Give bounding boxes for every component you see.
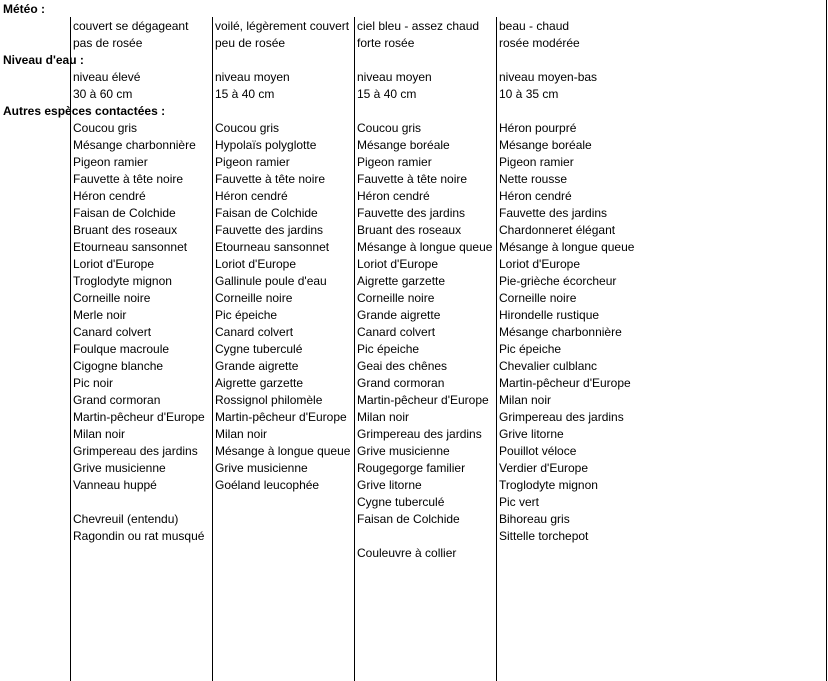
species-cell: Chevalier culblanc <box>499 359 598 373</box>
species-cell: Milan noir <box>215 427 268 441</box>
species-cell: Bihoreau gris <box>499 512 570 526</box>
species-cell: Vanneau huppé <box>73 478 157 492</box>
species-cell: Grive musicienne <box>357 444 450 458</box>
species-cell: Mésange à longue queue <box>499 240 635 254</box>
species-cell: Mésange à longue queue <box>215 444 351 458</box>
species-cell: Coucou gris <box>73 121 138 135</box>
species-cell: Martin-pêcheur d'Europe <box>73 410 205 424</box>
species-cell: Coucou gris <box>357 121 422 135</box>
species-cell: Chevreuil (entendu) <box>73 512 179 526</box>
species-cell: Mésange charbonnière <box>499 325 622 339</box>
species-cell: Canard colvert <box>215 325 294 339</box>
species-cell: Mésange charbonnière <box>73 138 196 152</box>
species-cell: Foulque macroule <box>73 342 170 356</box>
column-divider-4 <box>496 17 497 681</box>
species-cell: Héron pourpré <box>499 121 577 135</box>
meteo-section-label: Météo : <box>3 2 45 16</box>
column-divider-3 <box>354 17 355 681</box>
meteo-cell: forte rosée <box>357 36 415 50</box>
species-cell: Milan noir <box>499 393 552 407</box>
species-cell: Cygne tuberculé <box>215 342 303 356</box>
species-cell: Faisan de Colchide <box>73 206 176 220</box>
species-cell: Pigeon ramier <box>215 155 290 169</box>
species-cell: Cygne tuberculé <box>357 495 445 509</box>
water-level-cell: niveau moyen <box>215 70 290 84</box>
species-cell: Chardonneret élégant <box>499 223 616 237</box>
species-cell: Grive litorne <box>499 427 564 441</box>
meteo-cell: peu de rosée <box>215 36 286 50</box>
species-cell: Pic épeiche <box>215 308 278 322</box>
species-cell: Loriot d'Europe <box>73 257 155 271</box>
species-cell: Corneille noire <box>73 291 151 305</box>
species-cell: Grand cormoran <box>357 376 445 390</box>
water-level-cell: 10 à 35 cm <box>499 87 559 101</box>
meteo-cell: beau - chaud <box>499 19 570 33</box>
species-cell: Milan noir <box>73 427 126 441</box>
meteo-cell: couvert se dégageant <box>73 19 189 33</box>
species-cell: Pic vert <box>499 495 540 509</box>
water-level-cell: niveau moyen <box>357 70 432 84</box>
species-cell: Héron cendré <box>357 189 430 203</box>
species-cell: Pigeon ramier <box>499 155 574 169</box>
species-cell: Pie-grièche écorcheur <box>499 274 617 288</box>
species-cell: Héron cendré <box>215 189 288 203</box>
species-cell: Aigrette garzette <box>357 274 446 288</box>
species-cell: Martin-pêcheur d'Europe <box>215 410 347 424</box>
species-cell: Troglodyte mignon <box>73 274 172 288</box>
species-cell: Geai des chênes <box>357 359 448 373</box>
species-cell: Hypolaïs polyglotte <box>215 138 317 152</box>
meteo-cell: rosée modérée <box>499 36 580 50</box>
species-cell: Grande aigrette <box>215 359 299 373</box>
species-cell: Aigrette garzette <box>215 376 304 390</box>
species-cell: Fauvette à tête noire <box>215 172 326 186</box>
species-cell: Merle noir <box>73 308 127 322</box>
sheet-right-border <box>826 0 827 681</box>
species-cell: Martin-pêcheur d'Europe <box>357 393 489 407</box>
species-cell: Grive musicienne <box>73 461 166 475</box>
species-cell: Canard colvert <box>357 325 436 339</box>
water-level-cell: 15 à 40 cm <box>357 87 417 101</box>
species-cell: Verdier d'Europe <box>499 461 589 475</box>
species-cell: Fauvette des jardins <box>357 206 466 220</box>
autres-section-label: Autres espèces contactées : <box>3 104 166 118</box>
species-cell: Nette rousse <box>499 172 568 186</box>
niveau-section-label: Niveau d'eau : <box>3 53 84 67</box>
species-cell: Loriot d'Europe <box>499 257 581 271</box>
water-level-cell: 15 à 40 cm <box>215 87 275 101</box>
species-cell: Mésange boréale <box>357 138 450 152</box>
species-cell: Pic noir <box>73 376 114 390</box>
column-divider-2 <box>212 17 213 681</box>
species-cell: Martin-pêcheur d'Europe <box>499 376 631 390</box>
species-cell: Corneille noire <box>357 291 435 305</box>
species-cell: Grive musicienne <box>215 461 308 475</box>
species-cell: Hirondelle rustique <box>499 308 600 322</box>
species-cell: Coucou gris <box>215 121 280 135</box>
species-cell: Mésange boréale <box>499 138 592 152</box>
meteo-cell: ciel bleu - assez chaud <box>357 19 480 33</box>
species-cell: Bruant des roseaux <box>357 223 462 237</box>
species-cell: Pic épeiche <box>499 342 562 356</box>
species-cell: Grimpereau des jardins <box>73 444 198 458</box>
species-cell: Milan noir <box>357 410 410 424</box>
species-cell: Cigogne blanche <box>73 359 164 373</box>
species-cell: Loriot d'Europe <box>357 257 439 271</box>
species-cell: Grimpereau des jardins <box>499 410 624 424</box>
species-cell: Gallinule poule d'eau <box>215 274 327 288</box>
species-cell: Héron cendré <box>499 189 572 203</box>
species-cell: Faisan de Colchide <box>357 512 460 526</box>
water-level-cell: 30 à 60 cm <box>73 87 133 101</box>
species-cell: Fauvette des jardins <box>215 223 324 237</box>
species-cell: Pic épeiche <box>357 342 420 356</box>
species-cell: Corneille noire <box>499 291 577 305</box>
species-cell: Etourneau sansonnet <box>215 240 330 254</box>
species-cell: Grimpereau des jardins <box>357 427 482 441</box>
species-cell: Rougegorge familier <box>357 461 466 475</box>
species-cell: Pouillot véloce <box>499 444 577 458</box>
species-cell: Canard colvert <box>73 325 152 339</box>
species-cell: Fauvette à tête noire <box>73 172 184 186</box>
species-cell: Rossignol philomèle <box>215 393 323 407</box>
species-cell: Grand cormoran <box>73 393 161 407</box>
species-cell: Mésange à longue queue <box>357 240 493 254</box>
species-cell: Grande aigrette <box>357 308 441 322</box>
species-cell: Fauvette des jardins <box>499 206 608 220</box>
species-cell: Bruant des roseaux <box>73 223 178 237</box>
species-cell: Pigeon ramier <box>73 155 148 169</box>
species-cell: Héron cendré <box>73 189 146 203</box>
species-cell: Goéland leucophée <box>215 478 320 492</box>
species-cell: Troglodyte mignon <box>499 478 598 492</box>
species-cell: Faisan de Colchide <box>215 206 318 220</box>
species-cell: Sittelle torchepot <box>499 529 589 543</box>
meteo-cell: voilé, légèrement couvert <box>215 19 350 33</box>
species-cell: Loriot d'Europe <box>215 257 297 271</box>
meteo-cell: pas de rosée <box>73 36 143 50</box>
water-level-cell: niveau moyen-bas <box>499 70 598 84</box>
species-cell: Grive litorne <box>357 478 422 492</box>
species-cell: Ragondin ou rat musqué <box>73 529 205 543</box>
species-cell: Couleuvre à collier <box>357 546 457 560</box>
species-cell: Corneille noire <box>215 291 293 305</box>
species-cell: Fauvette à tête noire <box>357 172 468 186</box>
species-cell: Etourneau sansonnet <box>73 240 188 254</box>
water-level-cell: niveau élevé <box>73 70 141 84</box>
species-cell: Pigeon ramier <box>357 155 432 169</box>
